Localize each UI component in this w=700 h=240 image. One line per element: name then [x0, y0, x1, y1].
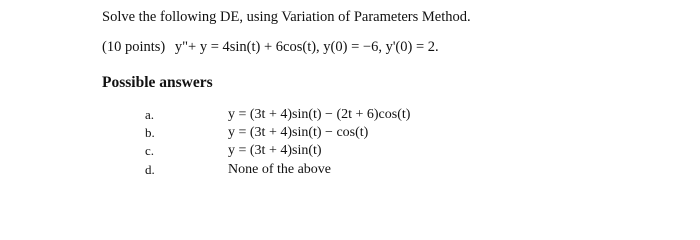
answer-text: y = (3t + 4)sin(t) − cos(t): [228, 125, 369, 140]
answer-letter: a.: [145, 107, 155, 122]
answer-letter: d.: [145, 162, 155, 177]
answer-letter: c.: [145, 143, 155, 158]
answer-text: y = (3t + 4)sin(t): [228, 143, 322, 158]
points-label: (10 points): [102, 39, 166, 55]
instructions-text: Solve the following DE, using Variation of Parameters Method.: [102, 9, 471, 25]
problem-statement: [102, 38, 439, 56]
answer-text: None of the above: [228, 162, 332, 177]
answer-letter: b.: [145, 125, 155, 140]
answer-text: y = (3t + 4)sin(t) − (2t + 6)cos(t): [228, 107, 411, 122]
answers-heading: Possible answers: [102, 74, 213, 91]
differential-equation: y"+ y = 4sin(t) + 6cos(t), y(0) = −6, y'(0) = 2.: [174, 39, 439, 55]
